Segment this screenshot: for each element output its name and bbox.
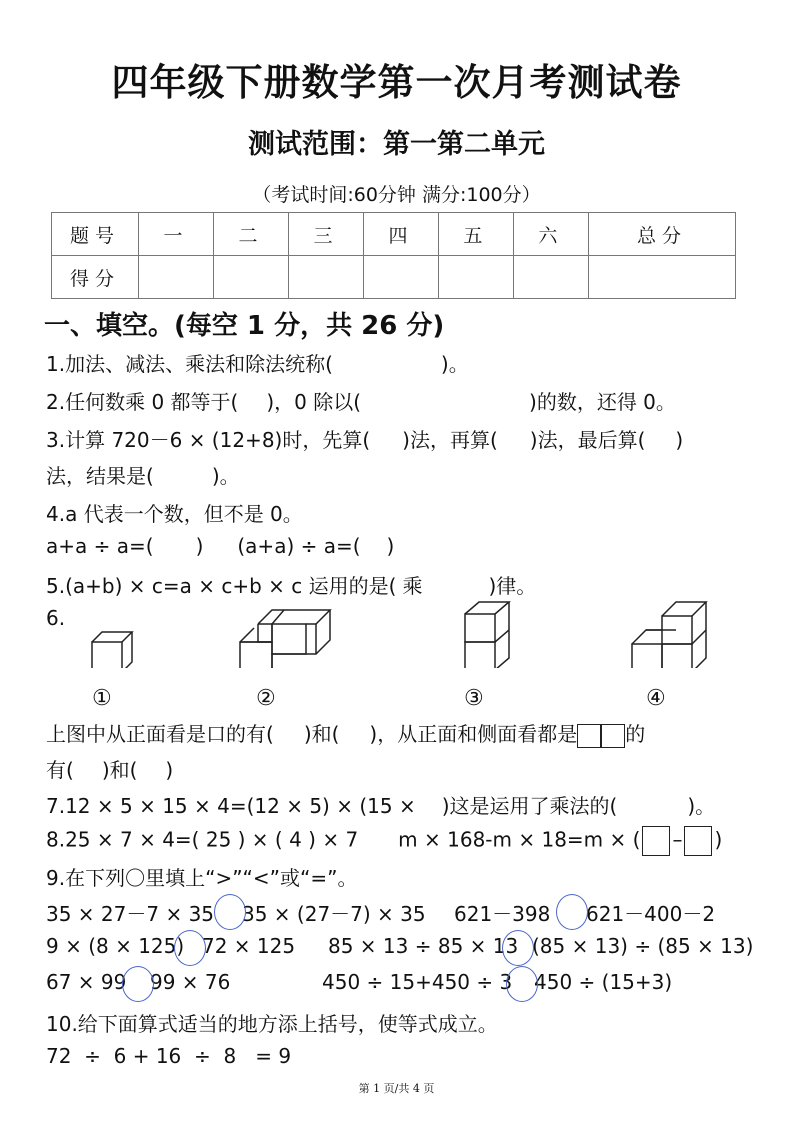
score-header-cell: 四 [363, 213, 438, 256]
score-cell[interactable] [288, 256, 363, 299]
q9-row-2-left-a: 9 × (8 × 125) [46, 934, 185, 958]
square-icon [601, 724, 625, 748]
question-6-cont [46, 754, 173, 783]
question-3-cont [46, 460, 240, 489]
question-8 [46, 826, 722, 856]
compare-circle[interactable] [556, 894, 588, 930]
question-9-title: 9.在下列〇里填上“>”“<”或“=”。 [46, 866, 358, 890]
score-header-cell: 六 [513, 213, 588, 256]
q3-text-a: 3.计算 720－6 × (12+8)时，先算( [46, 428, 371, 452]
figure-3-label: ③ [464, 686, 484, 711]
q9-row-3-left-a: 67 × 99 [46, 970, 127, 994]
question-4: 4.a 代表一个数，但不是 0。 [46, 502, 303, 526]
q4-close-2: ) [386, 534, 395, 558]
page-footer: 第 1 页/共 4 页 [358, 1082, 435, 1095]
q1-text-end: )。 [440, 352, 469, 376]
q6-text-e: 有( [46, 758, 74, 782]
section-1-title: 一、填空。(每空 1 分，共 26 分) [44, 311, 445, 341]
q6-text-a: 上图中从正面看是口的有( [46, 722, 274, 746]
q9-row-2-right-b: (85 × 13) ÷ (85 × 13) [532, 934, 754, 958]
question-4-parts [46, 534, 394, 558]
score-header-cell: 五 [438, 213, 513, 256]
q9-row-1-right-a: 621－398 [454, 902, 551, 926]
figure-4-label: ④ [646, 686, 666, 711]
q2-text-b: )，0 除以( [266, 390, 362, 414]
q5-hint: 乘 [402, 574, 423, 598]
score-table-header-row [52, 213, 736, 256]
cube-figures [80, 598, 720, 668]
question-2 [46, 386, 676, 415]
score-cell[interactable] [213, 256, 288, 299]
q5-text-a: 5.(a+b) × c=a × c+b × c 运用的是( [46, 574, 397, 598]
question-7 [46, 790, 715, 819]
question-10-title: 10.给下面算式适当的地方添上括号，使等式成立。 [46, 1012, 498, 1036]
q4-part-1: a+a ÷ a=( [46, 534, 154, 558]
q3-text-c: )法，最后算( [529, 428, 646, 452]
q8-text-a: 8.25 × 7 × 4=( 25 ) × ( 4 ) × 7 [46, 827, 359, 852]
question-10-expression: 72 ÷ 6 + 16 ÷ 8 = 9 [46, 1044, 292, 1068]
figure-2-cubes [240, 610, 330, 668]
compare-circle[interactable] [502, 930, 534, 966]
score-cell[interactable] [139, 256, 214, 299]
score-cell[interactable] [363, 256, 438, 299]
q3-text-b: )法，再算( [402, 428, 498, 452]
q3-text-f: )。 [211, 464, 240, 488]
square-icon [577, 724, 601, 748]
q5-text-c: )律。 [488, 574, 537, 598]
figure-1-label: ① [92, 686, 112, 711]
q8-minus: – [672, 827, 683, 852]
q9-row-1-left-a: 35 × 27－7 × 35 [46, 902, 215, 926]
figure-4-cubes [632, 602, 706, 668]
question-3 [46, 424, 683, 453]
q7-text-b: )这是运用了乘法的( [441, 794, 618, 818]
page-subtitle: 测试范围：第一第二单元 [248, 129, 545, 160]
score-header-cell: 题号 [52, 213, 139, 256]
q9-row-3-right-a: 450 ÷ 15+450 ÷ 3 [322, 970, 513, 994]
q8-text-b: m × 168-m × 18=m × ( [398, 827, 641, 852]
compare-circle[interactable] [214, 894, 246, 930]
q1-text: 1.加法、减法、乘法和除法统称( [46, 352, 333, 376]
q6-text-b: )和( [303, 722, 340, 746]
q9-row-3-right-b: 450 ÷ (15+3) [534, 970, 673, 994]
q8-close: ) [714, 827, 723, 852]
figure-3-cubes [465, 602, 509, 668]
score-cell[interactable] [438, 256, 513, 299]
score-cell[interactable] [513, 256, 588, 299]
q9-row-1-left-b: 35 × (27－7) × 35 [242, 902, 426, 926]
score-header-cell: 三 [288, 213, 363, 256]
score-table [51, 212, 736, 299]
q6-text-d: 的 [625, 722, 646, 746]
q6-text-f: )和( [101, 758, 138, 782]
exam-info: （考试时间:60分钟 满分:100分） [252, 184, 541, 206]
q8-box-1[interactable] [642, 826, 670, 856]
score-header-cell: 总分 [588, 213, 735, 256]
q8-box-2[interactable] [684, 826, 712, 856]
q6-text-g: ) [165, 758, 174, 782]
q9-row-2-left-b: 72 × 125 [202, 934, 296, 958]
q3-text-e: 法，结果是( [46, 464, 154, 488]
q4-part-2: (a+a) ÷ a=( [237, 534, 361, 558]
score-table-score-row [52, 256, 736, 299]
q9-row-3-left-b: 99 × 76 [150, 970, 231, 994]
q9-row-2-right-a: 85 × 13 ÷ 85 × 13 [328, 934, 519, 958]
q4-close-1: ) [195, 534, 204, 558]
question-1 [46, 348, 469, 377]
figure-2-label: ② [256, 686, 276, 711]
question-5 [46, 570, 536, 599]
score-row-label: 得分 [52, 256, 139, 299]
compare-circle[interactable] [506, 966, 538, 1002]
q2-text-a: 2.任何数乘 0 都等于( [46, 390, 239, 414]
page-title: 四年级下册数学第一次月考测试卷 [111, 61, 682, 104]
compare-circle[interactable] [122, 966, 154, 1002]
score-header-cell: 一 [139, 213, 214, 256]
compare-circle[interactable] [174, 930, 206, 966]
score-header-cell: 二 [213, 213, 288, 256]
question-6 [46, 718, 645, 748]
q7-text-a: 7.12 × 5 × 15 × 4=(12 × 5) × (15 × [46, 794, 416, 818]
q7-text-c: )。 [687, 794, 716, 818]
q6-text-c: )，从正面和侧面看都是 [369, 722, 578, 746]
q2-text-c: )的数，还得 0。 [529, 390, 676, 414]
figure-1-cubes [92, 632, 132, 668]
q9-row-1-right-b: 621－400－2 [586, 902, 716, 926]
question-6-number: 6. [46, 606, 66, 630]
score-cell[interactable] [588, 256, 735, 299]
q3-text-d: ) [675, 428, 684, 452]
